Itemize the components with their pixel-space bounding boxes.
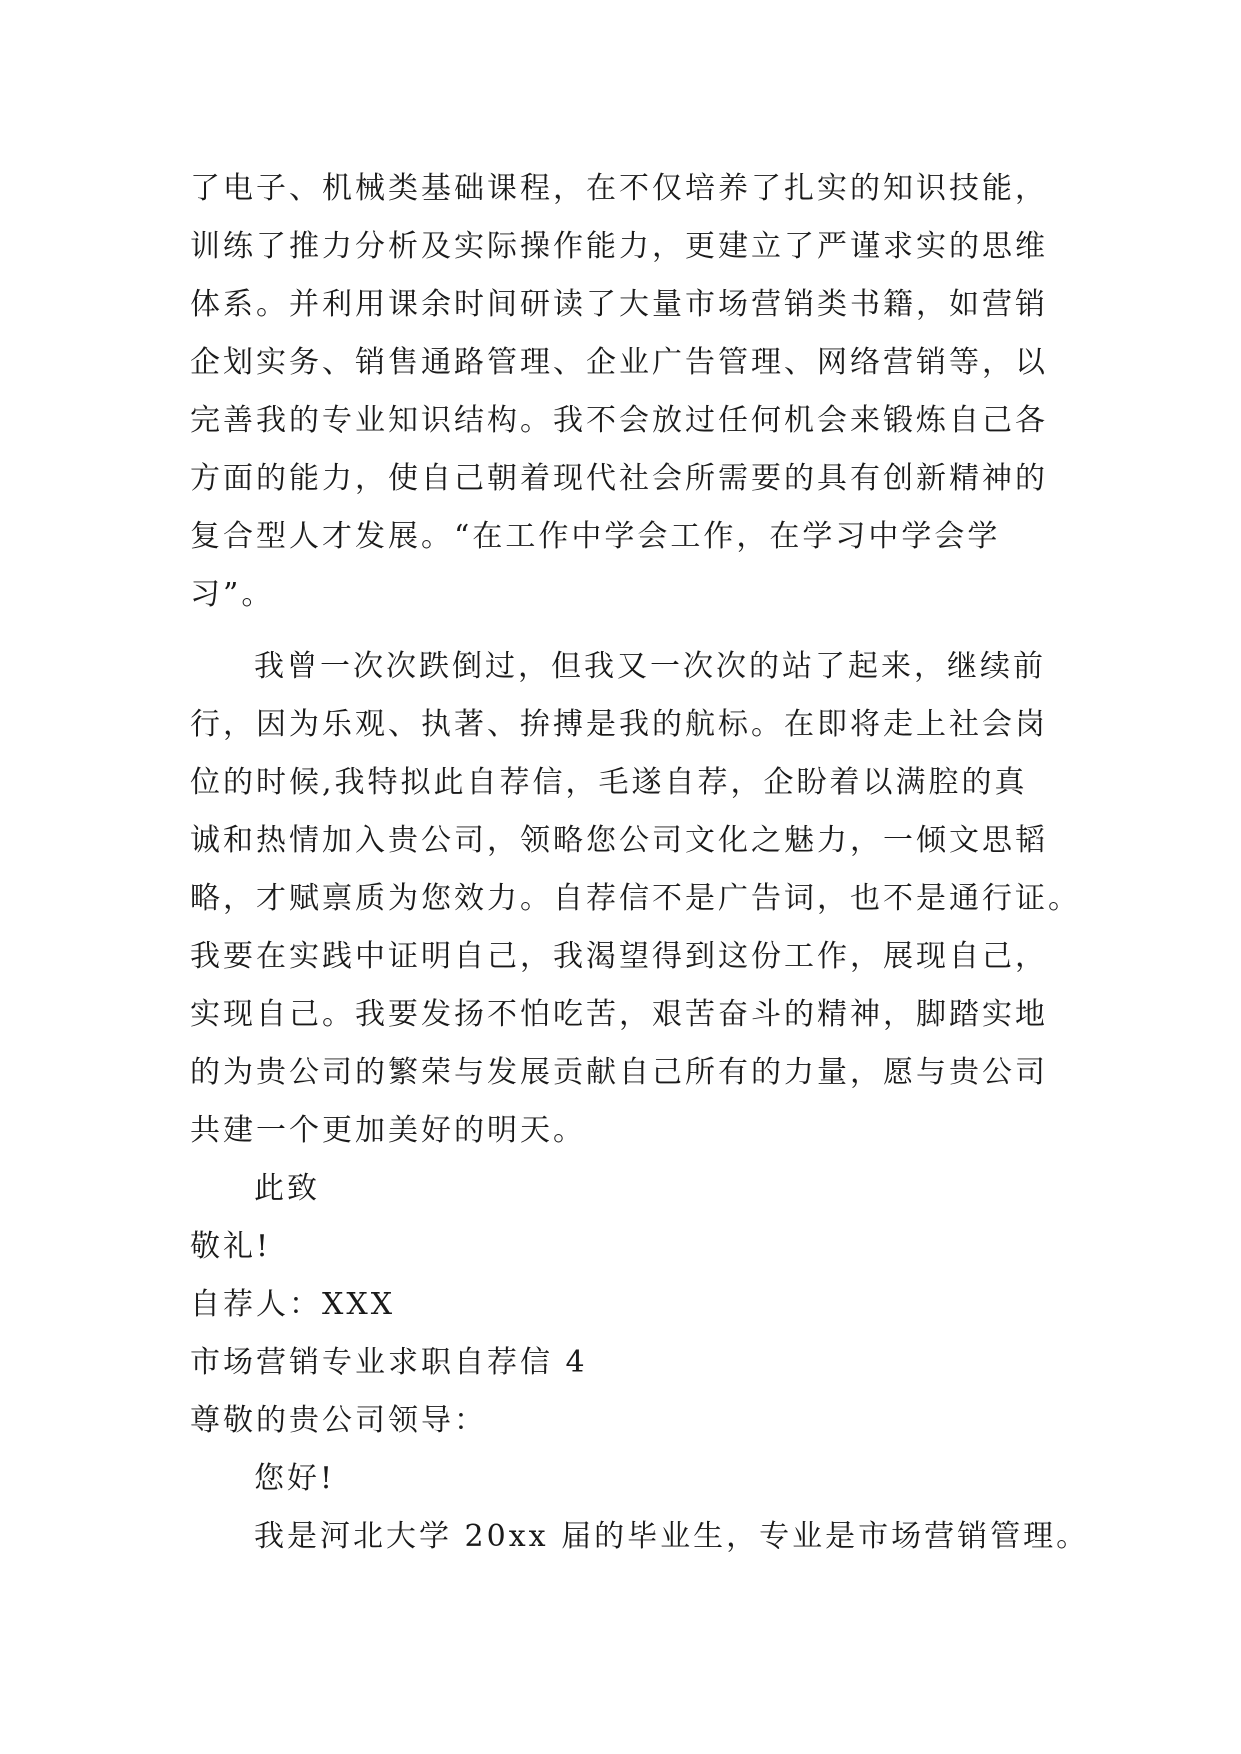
text-line: 复合型人才发展。“在工作中学会工作，在学习中学会学 (190, 519, 1001, 554)
text-line: 实现自己。我要发扬不怕吃苦，艰苦奋斗的精神，脚踏实地 (190, 997, 1048, 1032)
text-line: 方面的能力，使自己朝着现代社会所需要的具有创新精神的 (190, 461, 1048, 496)
paragraph-determination (190, 638, 1081, 1160)
text-line: 行，因为乐观、执著、拚搏是我的航标。在即将走上社会岗 (190, 707, 1048, 742)
text-line: 了电子、机械类基础课程，在不仅培养了扎实的知识技能， (190, 171, 1048, 206)
addressee: 尊敬的贵公司领导： (190, 1403, 487, 1438)
text-line: 习”。 (190, 577, 275, 612)
salutation: 敬礼! (190, 1229, 272, 1264)
text-line: 的为贵公司的繁荣与发展贡献自己所有的力量，愿与贵公司 (190, 1055, 1048, 1090)
text-line: 位的时候,我特拟此自荐信，毛遂自荐，企盼着以满腔的真 (190, 765, 1028, 800)
text-line: 完善我的专业知识结构。我不会放过任何机会来锻炼自己各 (190, 403, 1048, 438)
closing-phrase: 此致 (254, 1171, 320, 1206)
document-body (190, 160, 1090, 1566)
text-line: 略，才赋禀质为您效力。自荐信不是广告词，也不是通行证。 (190, 881, 1081, 916)
signature: 自荐人：XXX (190, 1287, 396, 1322)
text-line: 共建一个更加美好的明天。 (190, 1113, 586, 1148)
text-line: 我曾一次次跌倒过，但我又一次次的站了起来，继续前 (254, 649, 1046, 684)
text-line: 体系。并利用课余时间研读了大量市场营销类书籍，如营销 (190, 287, 1048, 322)
paragraph-self-improvement (190, 160, 1070, 624)
text-line: 训练了推力分析及实际操作能力，更建立了严谨求实的思维 (190, 229, 1048, 264)
text-line: 企划实务、销售通路管理、企业广告管理、网络营销等，以 (190, 345, 1048, 380)
section-title: 市场营销专业求职自荐信 4 (190, 1345, 588, 1380)
intro-line: 我是河北大学 20xx 届的毕业生，专业是市场营销管理。 (254, 1519, 1090, 1554)
paragraph-gap (190, 624, 1070, 638)
text-line: 我要在实践中证明自己，我渴望得到这份工作，展现自己， (190, 939, 1048, 974)
text-line: 诚和热情加入贵公司，领略您公司文化之魅力，一倾文思韬 (190, 823, 1048, 858)
greeting: 您好! (254, 1461, 336, 1496)
